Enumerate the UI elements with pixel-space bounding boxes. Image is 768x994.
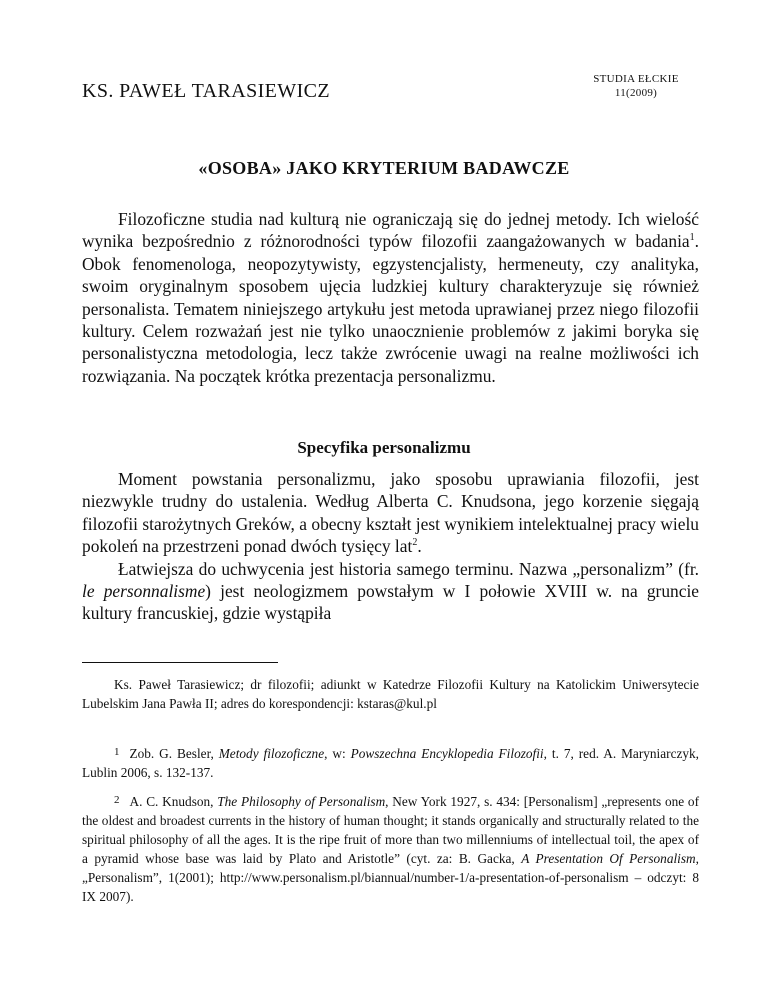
author-footnote-text: Ks. Paweł Tarasiewicz; dr filozofii; adiunkt w Katedrze Filozofii Kultury na Katolickim Uniwersytecie Lubelskim Jana Pawła II; adres do korespondencji: kstaras@kul.pl <box>82 677 699 711</box>
footnote-1-encyclopedia: Powszechna Encyklopedia Filozofii <box>350 746 544 761</box>
footnote-ref-2[interactable]: 2 <box>412 537 418 549</box>
intro-text-b: . Obok fenomenologa, neopozytywisty, egzystencjalisty, hermeneuty, czy analityka, swoim oryginalnym sposobem ujęcia ludzkiej kultury charakteryzuje się również personalista. Tematem niniejszego artykułu jest metoda uprawianej przez niego filozofii kultury. Celem rozważań jest nie tylko unaocznienie problemów z jakimi boryka się personalistyczna metodologia, lecz także zwrócenie uwagi na realne możliwości ich rozwiązania. Na początek krótka prezentacja personalizmu. <box>82 231 699 386</box>
footnote-2-source-title: A Presentation Of Personalism <box>521 851 696 866</box>
intro-paragraph <box>82 208 699 387</box>
footnote-1-text-c: , t. 7, red. A. Maryniarczyk, Lublin 2006, s. 132-137. <box>82 746 699 780</box>
footnote-2 <box>82 792 699 906</box>
footnote-1-text-a: Zob. G. Besler, <box>129 746 219 761</box>
article-title: «OSOBA» JAKO KRYTERIUM BADAWCZE <box>198 158 570 178</box>
footnote-ref-1[interactable]: 1 <box>689 232 695 244</box>
section-para1-text: Moment powstania personalizmu, jako sposobu uprawiania filozofii, jest niezwykle trudny do ustalenia. Według Alberta C. Knudsona, jego korzenie sięgają filozofii starożytnych Greków, a obecny kształt jest wynikiem intelektualnej pracy wielu pokoleń na przestrzeni ponad dwóch tysięcy lat <box>82 469 699 557</box>
footnote-1-number: 1 <box>114 746 120 758</box>
section-body <box>82 468 699 625</box>
section-paragraph-1 <box>82 468 699 558</box>
footnote-2-text-b: , New York 1927, s. 434: [Personalism] „represents one of the oldest and broadest currents in the history of human thought; it stands organically and structurally related to the spiritual philosophy of all the ages. It is the ripe fruit of more than two millenniums of intellectual toil, the apex of a pyramid whose base was laid by Plato and Aristotle” (cyt. za: B. Gacka, <box>82 794 699 866</box>
footnote-divider <box>82 662 278 663</box>
author-footnote <box>82 675 699 713</box>
journal-header <box>566 72 706 100</box>
section-para2-italic: le personnalisme <box>82 581 206 602</box>
footnote-2-text-c: , „Personalism”, 1(2001); http://www.personalism.pl/biannual/number-1/a-presentation-of-personalism – odczyt: 8 IX 2007). <box>82 851 699 904</box>
footnote-2-title: The Philosophy of Personalism <box>217 794 386 809</box>
journal-issue: 11(2009) <box>614 87 658 99</box>
journal-name: STUDIA EŁCKIE <box>593 73 679 85</box>
footnote-1-text-b: , w: <box>324 746 351 761</box>
footnote-1 <box>82 744 699 782</box>
footnote-1-title: Metody filozoficzne <box>218 746 325 761</box>
author-name: KS. PAWEŁ TARASIEWICZ <box>82 80 330 102</box>
section-para2-end: ) jest neologizmem powstałym w I połowie XVIII w. na gruncie kultury francuskiej, gdzie wystąpiła <box>82 581 699 624</box>
section-para2-text: Łatwiejsza do uchwycenia jest historia samego terminu. Nazwa „personalizm” (fr. <box>118 558 699 579</box>
section-paragraph-2 <box>82 558 699 625</box>
footnote-2-text-a: A. C. Knudson, <box>129 794 218 809</box>
section-heading: Specyfika personalizmu <box>297 438 471 457</box>
intro-text-a: Filozoficzne studia nad kulturą nie ograniczają się do jednej metody. Ich wielość wynika bezpośrednio z różnorodności typów filozofii zaangażowanych w badania <box>82 209 699 252</box>
section-para1-end: . <box>417 536 422 557</box>
footnote-2-number: 2 <box>114 794 120 806</box>
